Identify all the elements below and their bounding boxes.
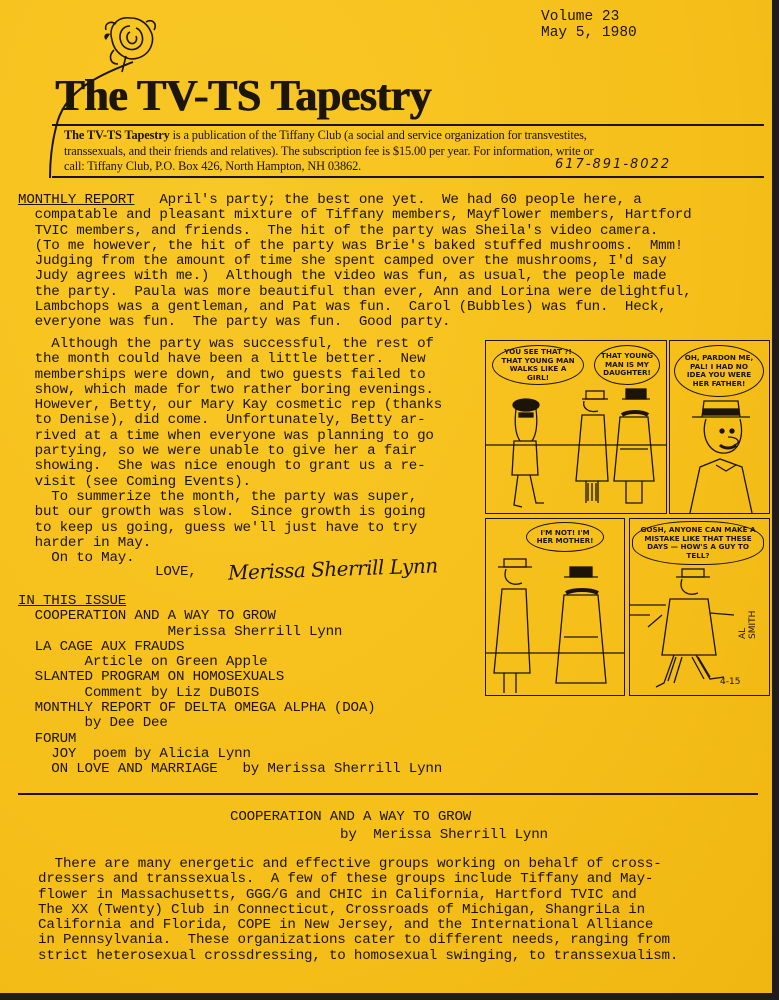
issue-date: May 5, 1980 (541, 25, 637, 41)
article-body: There are many energetic and effective groups working on behalf of cross- dressers and transsexuals. A few of these groups include Tiffany and May- flower in Massachusetts, GGG/G and CHIC in California, Hartford TVIC and The XX (Twenty) Club in Connecticut, Crossroads of Michigan, ShangriLa in California and Florida, COPE in New Jersey, and the International Alliance in Pennsylvania. These organizations cater to different needs, ranging from strict heterosexual crossdressing, to homosexual swinging, to transsexualism. (38, 856, 679, 964)
section-divider (18, 793, 758, 795)
comic-panel-3 (485, 518, 625, 696)
artist-credit: AL SMITH (738, 610, 758, 639)
comic-panel-1 (485, 340, 667, 514)
signature: Merissa Sherrill Lynn (227, 553, 439, 585)
publication-blurb: The TV-TS Tapestry is a publication of the Tiffany Club (a social and service organization for transvestites, transsexuals, and their friends and relatives). The subscription fee is $15.00 per year. For information, write or call: Tiffany Club, P.O. Box 426, North Hampton, NH 03862. (64, 128, 594, 173)
masthead-bottom-rule (52, 176, 764, 178)
handwritten-phone: 617-891-8022 (555, 157, 672, 172)
toc-item: COOPERATION AND A WAY TO GROW (18, 608, 276, 625)
comic-strip (485, 340, 770, 696)
speech-balloon: YOU SEE THAT ?! THAT YOUNG MAN WALKS LIKE A GIRL! (492, 345, 584, 385)
comic-panel-2 (669, 340, 770, 514)
strip-date: 4-15 (720, 677, 741, 687)
toc-item: SLANTED PROGRAM ON HOMOSEXUALS (18, 669, 285, 686)
toc-item: JOY poem by Alicia Lynn (18, 745, 251, 762)
blurb-title: The TV-TS Tapestry (64, 128, 170, 142)
issue-info (541, 9, 637, 41)
newsletter-title: The TV-TS Tapestry (55, 71, 431, 120)
article-byline: by Merissa Sherrill Lynn (340, 827, 548, 843)
article-title: COOPERATION AND A WAY TO GROW (230, 809, 472, 825)
toc-item: MONTHLY REPORT OF DELTA OMEGA ALPHA (DOA) (18, 700, 376, 717)
volume: Volume 23 (541, 9, 620, 25)
toc-item: LA CAGE AUX FRAUDS (18, 638, 185, 655)
toc-item: ON LOVE AND MARRIAGE by Merissa Sherrill Lynn (18, 761, 443, 778)
closing: LOVE, (155, 564, 197, 580)
monthly-report-column: Although the party was successful, the rest of the month could have been a little better. New memberships were down, and two guests failed to show, which made for two rather boring evenings. However, Betty, our Mary Kay cosmetic rep (thanks to Denise), did come. Unfortunately, Betty ar- rived at a time when everyone was planning to go partying, so we were unable to give her a fair showing. She was nice enough to grant us a re- visit (see Coming Events). To summerize the month, the party was super, but our growth was slow. Since growth is going to keep us going, guess we'll just have to try harder in May. On to May. (18, 336, 443, 567)
in-this-issue: IN THIS ISSUE COOPERATION AND A WAY TO GROW Merissa Sherrill Lynn LA CAGE AUX FRAUDS Article on Green Apple SLANTED PROGRAM ON HOMOSEXUALS Comment by Liz DuBOIS MONTHLY REPORT OF DELTA OMEGA ALPHA (DOA) by Dee Dee FORUM JOY poem by Alicia Lynn ON LOVE AND MARRIAGE by Merissa Sherrill Lynn (18, 593, 443, 778)
comic-figures-illustration (486, 385, 666, 513)
toc-item: FORUM (18, 730, 77, 747)
comic-panel-4 (629, 518, 770, 696)
masthead-top-rule (52, 124, 764, 126)
speech-balloon: OH, PARDON ME, PAL! I HAD NO IDEA YOU WERE HER FATHER! (674, 345, 764, 397)
speech-balloon: GOSH, ANYONE CAN MAKE A MISTAKE LIKE THAT THESE DAYS — HOW'S A GUY TO TELL? (632, 521, 764, 565)
comic-two-figures-illustration (486, 553, 624, 695)
in-this-issue-heading: IN THIS ISSUE (18, 593, 127, 609)
comic-man-illustration (670, 397, 769, 513)
speech-balloon: THAT YOUNG MAN IS MY DAUGHTER! (594, 345, 660, 385)
speech-balloon: I'M NOT! I'M HER MOTHER! (526, 522, 604, 552)
monthly-report: MONTHLY REPORT April's party; the best one yet. We had 60 people here, a compatable and pleasant mixture of Tiffany members, Mayflower members, Hartford TVIC members, and friends. The hit of the party was Sheila's video camera. (To me however, the hit of the party was Brie's baked stuffed mushrooms. Mmm! Judging from the amount of time she spent camped over the mushrooms, I'd say Judy agrees with me.) Although the video was fun, as usual, the people made the party. Paula was more beautiful than ever, Ann and Lorina were delightful, Lambchops was a gentleman, and Pat was fun. Carol (Bubbles) was fun. Heck, everyone was fun. The party was fun. Good party. (18, 192, 692, 331)
monthly-report-heading: MONTHLY REPORT (18, 192, 135, 208)
